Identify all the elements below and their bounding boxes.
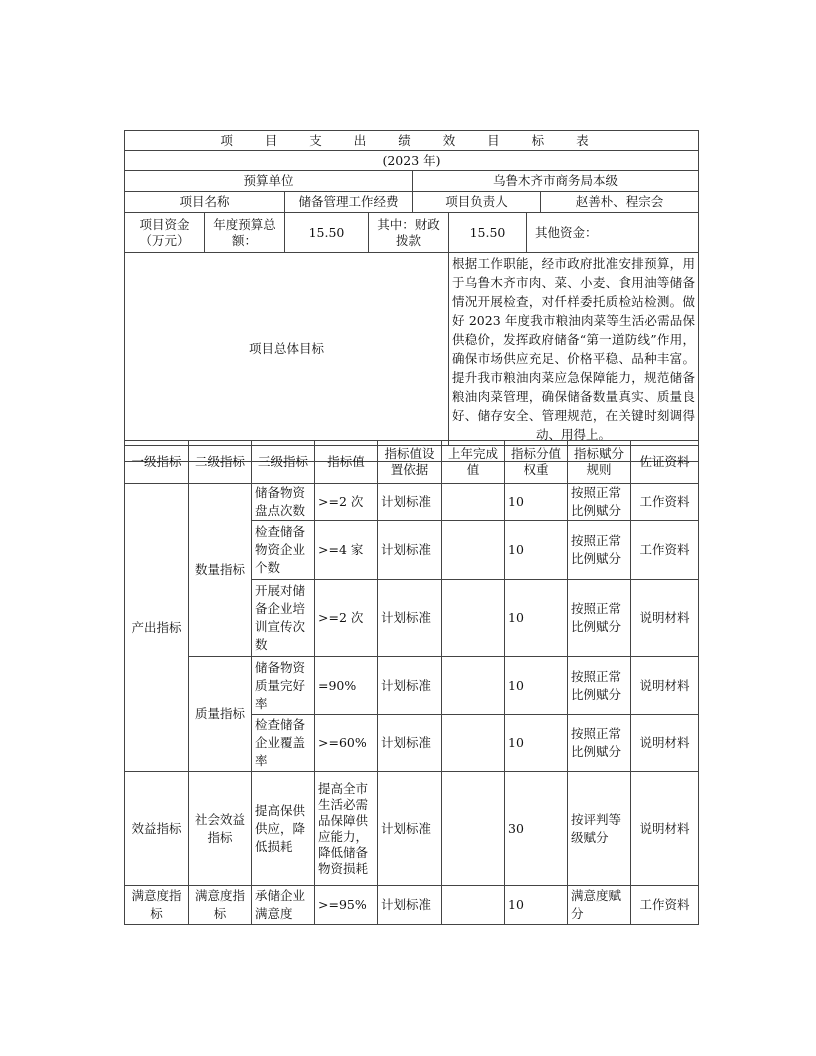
table-row [125, 657, 699, 715]
fiscal-value: 15.50 [449, 213, 527, 253]
project-name-label: 项目名称 [125, 192, 285, 213]
cell-l3: 检查储备企业覆盖率 [252, 715, 315, 772]
cell-evidence: 说明材料 [631, 580, 699, 657]
cell-weight: 10 [505, 580, 568, 657]
cell-weight: 30 [505, 772, 568, 886]
cell-prev [442, 772, 505, 886]
table-year: (2023 年) [125, 151, 699, 171]
budget-unit-value: 乌鲁木齐市商务局本级 [413, 171, 699, 192]
cell-value: >=95% [315, 886, 378, 925]
col-header: 佐证资料 [631, 441, 699, 484]
cell-l3: 检查储备物资企业个数 [252, 521, 315, 580]
cell-l2: 满意度指标 [189, 886, 252, 925]
cell-l3: 开展对储备企业培训宣传次数 [252, 580, 315, 657]
cell-rule: 按照正常比例赋分 [568, 521, 631, 580]
cell-weight: 10 [505, 521, 568, 580]
cell-l3: 承储企业满意度 [252, 886, 315, 925]
cell-basis: 计划标准 [378, 484, 442, 521]
col-header: 二级指标 [189, 441, 252, 484]
funds-label: 项目资金（万元） [125, 213, 205, 253]
cell-l3: 提高保供供应，降低损耗 [252, 772, 315, 886]
cell-basis: 计划标准 [378, 657, 442, 715]
cell-rule: 按照正常比例赋分 [568, 580, 631, 657]
header-row [125, 441, 699, 484]
cell-basis: 计划标准 [378, 521, 442, 580]
table-title: 项 目 支 出 绩 效 目 标 表 [125, 131, 699, 151]
goal-label: 项目总体目标 [125, 253, 449, 446]
annual-budget-label: 年度预算总额： [205, 213, 285, 253]
cell-prev [442, 521, 505, 580]
cell-prev [442, 580, 505, 657]
cell-evidence: 说明材料 [631, 772, 699, 886]
table-row [125, 886, 699, 925]
responsible-value: 赵善朴、程宗会 [541, 192, 699, 213]
cell-evidence: 工作资料 [631, 886, 699, 925]
cell-evidence: 说明材料 [631, 715, 699, 772]
cell-value: >=2 次 [315, 580, 378, 657]
cell-prev [442, 657, 505, 715]
cell-evidence: 说明材料 [631, 657, 699, 715]
cell-l2: 质量指标 [189, 657, 252, 772]
cell-value: >=2 次 [315, 484, 378, 521]
cell-l1: 效益指标 [125, 772, 189, 886]
goal-text: 根据工作职能，经市政府批准安排预算，用于乌鲁木齐市肉、菜、小麦、食用油等储备情况开展检查，对仟样委托质检站检测。做好 2023 年度我市粮油肉菜等生活必需品保供稳价，发挥政府储备“第一道防线”作用，确保市场供应充足、价格平稳、品种丰富。提升我市粮油肉菜应急保障能力，规范储备粮油肉菜管理，确保储备数量真实、质量良好、储存安全、管理规范，在关键时刻调得动、用得上。 [449, 253, 699, 446]
cell-l3: 储备物资质量完好率 [252, 657, 315, 715]
cell-rule: 满意度赋分 [568, 886, 631, 925]
cell-basis: 计划标准 [378, 580, 442, 657]
other-funds-label: 其他资金： [527, 213, 699, 253]
table-row [125, 484, 699, 521]
cell-value: >=4 家 [315, 521, 378, 580]
cell-l1: 满意度指标 [125, 886, 189, 925]
cell-rule: 按照正常比例赋分 [568, 715, 631, 772]
cell-prev [442, 886, 505, 925]
responsible-label: 项目负责人 [413, 192, 541, 213]
annual-budget-value: 15.50 [285, 213, 369, 253]
indicator-table [124, 440, 699, 925]
cell-l2: 数量指标 [189, 484, 252, 657]
col-header: 上年完成值 [442, 441, 505, 484]
cell-basis: 计划标准 [378, 715, 442, 772]
cell-value: >=60% [315, 715, 378, 772]
header-table [124, 130, 699, 213]
cell-basis: 计划标准 [378, 886, 442, 925]
fiscal-label: 其中：财政拨款 [369, 213, 449, 253]
cell-l3: 储备物资盘点次数 [252, 484, 315, 521]
col-header: 指标赋分规则 [568, 441, 631, 484]
col-header: 指标分值权重 [505, 441, 568, 484]
cell-prev [442, 484, 505, 521]
cell-evidence: 工作资料 [631, 521, 699, 580]
budget-unit-label: 预算单位 [125, 171, 413, 192]
cell-rule: 按评判等级赋分 [568, 772, 631, 886]
cell-basis: 计划标准 [378, 772, 442, 886]
cell-weight: 10 [505, 484, 568, 521]
cell-l2: 社会效益指标 [189, 772, 252, 886]
cell-weight: 10 [505, 886, 568, 925]
col-header: 指标值 [315, 441, 378, 484]
cell-value: 提高全市生活必需品保障供应能力，降低储备物资损耗 [315, 772, 378, 886]
cell-weight: 10 [505, 657, 568, 715]
cell-prev [442, 715, 505, 772]
cell-rule: 按照正常比例赋分 [568, 484, 631, 521]
cell-l1: 产出指标 [125, 484, 189, 772]
col-header: 一级指标 [125, 441, 189, 484]
cell-weight: 10 [505, 715, 568, 772]
cell-value: =90% [315, 657, 378, 715]
cell-rule: 按照正常比例赋分 [568, 657, 631, 715]
project-name-value: 储备管理工作经费 [285, 192, 413, 213]
cell-evidence: 工作资料 [631, 484, 699, 521]
col-header: 三级指标 [252, 441, 315, 484]
col-header: 指标值设置依据 [378, 441, 442, 484]
funds-goal-table [124, 212, 699, 462]
table-row [125, 772, 699, 886]
